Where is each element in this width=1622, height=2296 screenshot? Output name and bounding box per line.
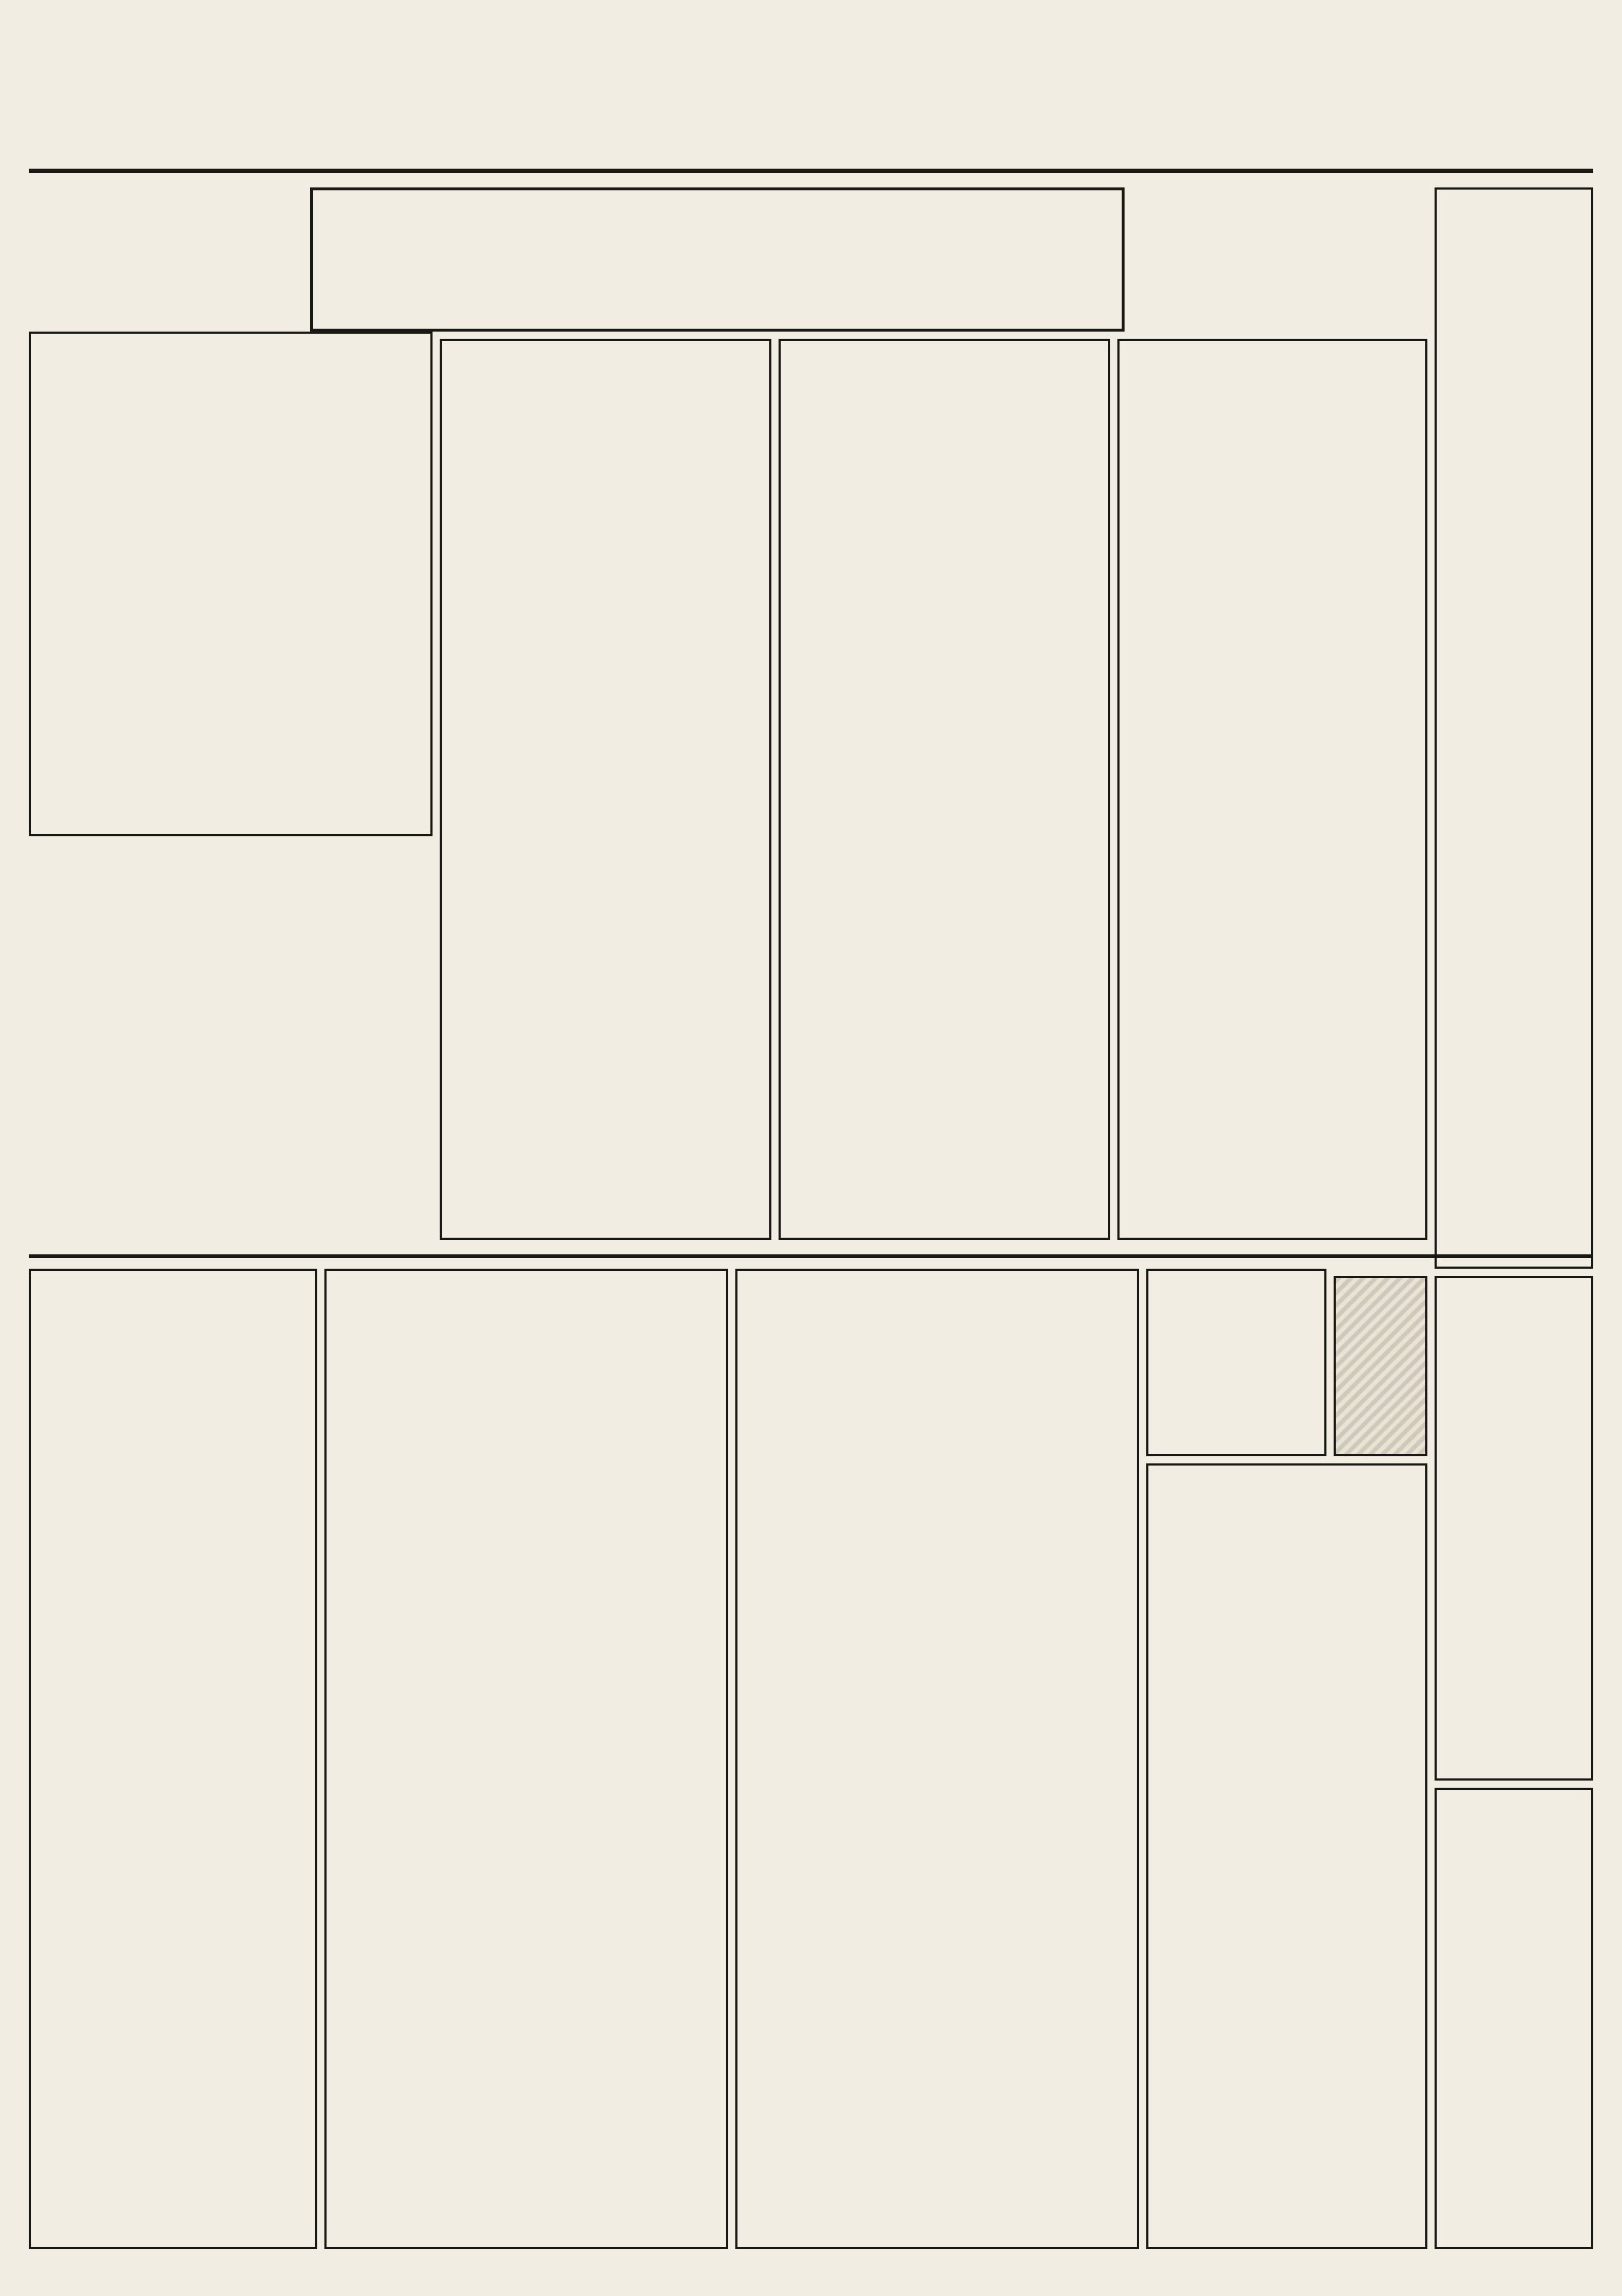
article-1 [440, 339, 771, 1240]
article-6 [735, 1269, 1139, 2249]
article-8 [1146, 1269, 1326, 1456]
illustration-box [1334, 1276, 1427, 1456]
article-7 [1146, 1463, 1427, 2249]
banner-ad [310, 187, 1125, 332]
bank-ad-left [29, 332, 433, 836]
masthead [29, 108, 1593, 173]
article-3 [1117, 339, 1427, 1240]
article-5 [324, 1269, 728, 2249]
article-10 [1435, 1788, 1593, 2249]
article-9 [1435, 1276, 1593, 1781]
article-4 [29, 1269, 317, 2249]
article-2 [779, 339, 1110, 1240]
bank-ad-right [1435, 187, 1593, 1269]
section-rule [29, 1254, 1593, 1258]
